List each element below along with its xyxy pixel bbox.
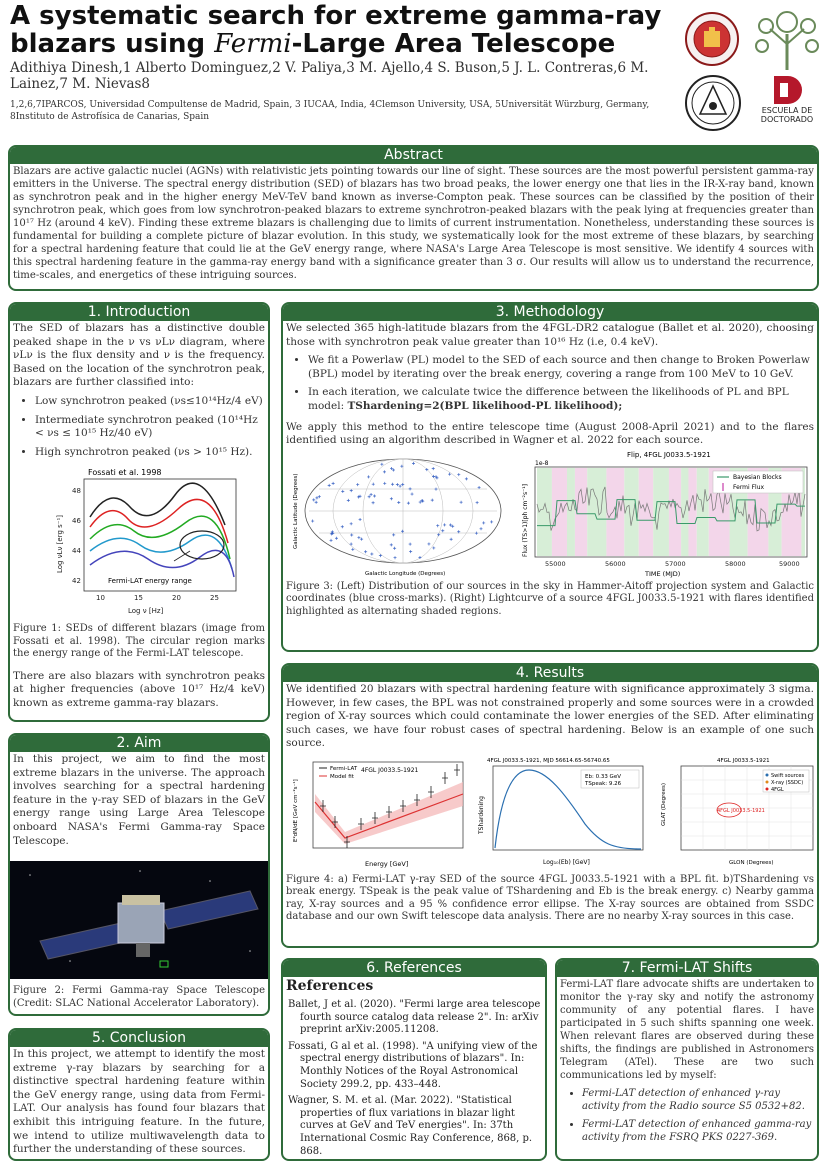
results-heading: 4. Results <box>283 665 817 682</box>
authors: Adithiya Dinesh,1 Alberto Dominguez,2 V. Paliya,3 M. Ajello,4 S. Buson,5 J. L. Contreras,6 M. Lainez,7 M. Nievas8 <box>10 60 649 92</box>
sed-legend-data: Fermi-LAT <box>330 765 358 772</box>
affiliations: 1,2,6,7IPARCOS, Universidad Compultense de Madrid, Spain, 3 IUCAA, India, 4Clemson University, USA, 5Universität Würzburg, Germany, 8Instituto de Astrofísica de Canarias, Spain <box>10 100 650 122</box>
sky-xlabel: Galactic Longitude (Degrees) <box>365 570 446 577</box>
list-item: • High synchrotron peaked (νs > 10¹⁵ Hz). <box>35 446 265 460</box>
sed-xlabel: Energy [GeV] <box>365 859 409 868</box>
fig1-label: Fossati et al. 1998 <box>88 468 162 478</box>
figure4-caption: Figure 4: a) Fermi-LAT γ-ray SED of the source 4FGL J0033.5-1921 with a BPL fit. b)TShardening vs break energy. TSpeak is the peak value of TShardening and Eb is the break energy. c) Nearby gamma ray, X-ray sources and a 95 % confidence error ellipse. The X-ray sources are obtained from SSDC database and our own Swift telescope data analysis. There are no nearby X-ray sources in this case. <box>286 873 814 923</box>
methodology-steps-list <box>308 354 814 413</box>
list-item: • We fit a Powerlaw (PL) model to the SED of each source and then change to Broken Powerlaw (BPL) model by iterating over the break energy, covering a range from 100 MeV to 10 GeV. <box>308 354 814 381</box>
conclusion-heading: 5. Conclusion <box>10 1030 268 1047</box>
methodology-text1: We selected 365 high-latitude blazars from the 4FGL-DR2 catalogue (Ballet et al. 2020), choosing those with synchrotron peak value greater than 10¹⁶ Hz (i.e, 0.4 keV). <box>286 322 814 348</box>
tick-label: 44 <box>72 547 81 556</box>
lc-legend-bb: Bayesian Blocks <box>733 473 782 481</box>
ts-legend-peak: TSpeak: 9.26 <box>585 780 622 787</box>
reference-item: Wagner, S. M. et al. (Mar. 2022). "Statistical properties of flux variations in blazar light curves at GeV and TeV energies". In: 37th International Cosmic Ray Conference, 868, p. 868. <box>288 1095 533 1157</box>
ts-legend-eb: Eb: 0.33 GeV <box>585 773 621 780</box>
introduction-section <box>8 302 270 722</box>
lc-scale: 1e-8 <box>535 459 549 467</box>
atel-item: Fermi-LAT detection of enhanced gamma-ray activity from the FSRQ PKS 0227-369. <box>582 1119 812 1143</box>
synchrotron-class-list <box>35 395 265 459</box>
shifts-section <box>555 958 819 1161</box>
ts-hardening-figure <box>473 754 649 870</box>
results-section <box>281 663 819 948</box>
university-seal-logo <box>684 10 740 68</box>
ts-title: 4FGL J0033.5-1921, MJD 56614.65-56740.65 <box>487 757 610 764</box>
introduction-text: The SED of blazars has a distinctive double peaked shape in the ν vs νLν diagram, where νLν is the flux density and ν is the frequency. Based on the location of the synchrotron peak, blazars are further classified into: <box>13 322 265 389</box>
sky-ylabel: Galactic Latitude (Degrees) <box>293 473 299 549</box>
reference-item: Fossati, G al et al. (1998). "A unifying view of the spectral energy distributions of blazars". In: Monthly Notices of the Royal Astronomical Society 299.2, pp. 433–448. <box>288 1040 538 1090</box>
aim-heading: 2. Aim <box>10 735 268 752</box>
ts-ylabel: TShardening <box>478 796 485 834</box>
title-pre: A systematic search for extreme gamma-ray blazars using <box>10 1 662 59</box>
list-item: • Intermediate synchrotron peaked (10¹⁴Hz < νs ≤ 10¹⁵ Hz/40 eV) <box>35 414 265 441</box>
tree-logo <box>752 4 822 72</box>
conclusion-section <box>8 1028 270 1161</box>
list-item <box>582 1087 814 1113</box>
tick-label: 25 <box>210 594 219 603</box>
xray-sources-figure <box>655 754 819 870</box>
methodology-text2: We apply this method to the entire telescope time (August 2008-April 2021) and to the flares identified using an algorithm described in Wagner et al. 2022 for each source. <box>286 420 814 447</box>
xr-ylabel: GLAT (Degrees) <box>661 782 667 826</box>
references-subheading: References <box>286 978 374 994</box>
xr-source-label: 4FGL J0033.5-1921 <box>717 807 765 814</box>
sed-legend-model: Model fit <box>330 773 354 780</box>
spacecraft-body <box>118 903 164 943</box>
abstract-heading: Abstract <box>10 147 817 164</box>
sed-ylabel: E²dN/dE [GeV cm⁻²s⁻¹] <box>293 779 299 842</box>
atel-item: Fermi-LAT detection of enhanced γ-ray activity from the Radio source S5 0532+82. <box>582 1088 805 1112</box>
tick-label: 55000 <box>545 559 566 568</box>
tick-label: 20 <box>172 594 181 603</box>
ts-formula: TShardening=2(BPL likelihood-PL likelihood); <box>347 399 623 412</box>
fermi-telescope-image <box>10 861 268 979</box>
tick-label: 56000 <box>605 559 626 568</box>
methodology-heading: 3. Methodology <box>283 304 817 321</box>
abstract-text: Blazars are active galactic nuclei (AGNs) with relativistic jets pointing towards our line of sight. These sources are the most powerful persistent gamma-ray emitters in the Universe. The spectral energy distribution (SED) of blazars has two broad peaks, the lower energy one that lies in the IR-X-ray band, known as synchrotron peak and in the higher energy MeV-TeV band known as inverse-Compton peak. These sources can be classified by the position of their synchrotron peak, which goes from low synchrotron-peaked blazars to extreme synchrotron-peaked blazars with the peak lying at frequencies greater than 10¹⁷ Hz (around 4 keV). Finding these extreme blazars is challenging due to limits of current instrumentation. Nonetheless, understanding these sources is fundamental for building a complete picture of blazar evolution. In this study, we systematically look for the most extreme of these blazars, by searching for a spectral hardening feature that could lie at the GeV energy range, where NASA's Large Area Telescope is most sensitive. We identify 4 sources with this spectral hardening feature in the gamma-ray energy band with a significance greater than 3 σ. Our results will allow us to understand the recurrence, time-scales, and energetics of these intriguing sources. <box>13 166 814 281</box>
tick-label: 59000 <box>779 559 800 568</box>
ts-xlabel: Log₁₀(Eb) [GeV] <box>543 858 590 866</box>
lc-legend-flux: Fermi Flux <box>733 483 765 491</box>
tick-label: 46 <box>72 517 81 526</box>
fig1-note: Fermi-LAT energy range <box>108 577 192 586</box>
sed-title: 4FGL J0033.5-1921 <box>361 766 419 774</box>
lc-title: Flip, 4FGL J0033.5-1921 <box>627 450 711 459</box>
atel-list <box>582 1087 814 1144</box>
tick-label: 48 <box>72 487 81 496</box>
aim-section <box>8 733 270 1016</box>
flare-shade <box>688 468 696 556</box>
shifts-text: Fermi-LAT flare advocate shifts are undertaken to monitor the γ-ray sky and notify the astronomy community of any potential flares. I have participated in 5 such shifts spanning one week. When relevant flares are observed during these shifts, the findings are published in Astronomers Telegram (ATel). These are two such communications led by myself: <box>560 979 814 1081</box>
xr-legend-ssdc: X-ray (SSDC) <box>771 779 804 786</box>
references-heading: 6. References <box>283 960 545 977</box>
flare-shade <box>669 468 681 556</box>
fossati-sed-figure <box>10 465 268 617</box>
abstract-section <box>8 145 819 291</box>
introduction-text2: There are also blazars with synchrotron peaks at higher frequencies (above 10¹⁷ Hz/4 keV) known as extreme gamma-ray blazars. <box>13 669 265 710</box>
lightcurve-figure <box>517 449 817 581</box>
xr-legend-4fgl: 4FGL <box>771 786 784 793</box>
xr-legend-swift: Swift sources <box>771 772 805 779</box>
results-text: We identified 20 blazars with spectral hardening feature with significance approximately 3 sigma. However, in few cases, the BPL was not constrained properly and some sources were in a crowded region of X-ray sources which could contaminate the lower energies of the SED. After eliminating such cases, we have four robust cases of spectral hardening. Below is an example of one such source. <box>286 683 814 750</box>
shifts-heading: 7. Fermi-LAT Shifts <box>557 960 817 977</box>
escuela-logo-text: ESCUELA DE DOCTORADO <box>760 106 814 124</box>
tick-label: 42 <box>72 577 81 586</box>
aim-text: In this project, we aim to find the most extreme blazars in the universe. The approach involves searching for a spectral hardening feature in the γ-ray SED of blazars in the GeV energy range using Large Area Telescope onboard NASA's Fermi Gamma-ray Space Telescope. <box>13 753 265 847</box>
flare-shade <box>587 468 606 556</box>
poster-title <box>10 2 680 58</box>
tick-label: 15 <box>134 594 143 603</box>
tick-label: 58000 <box>725 559 746 568</box>
sky-map-figure <box>285 449 513 581</box>
list-item <box>308 386 814 413</box>
title-post: -Large Area Telescope <box>291 29 616 59</box>
flare-shade <box>639 468 653 556</box>
list-item-text: In each iteration, we calculate twice the difference between the likelihoods of PL and BPL model: <box>308 386 789 412</box>
reference-item: Ballet, J et al. (2020). "Fermi large area telescope fourth source catalog data release 2". In: arXiv preprint arXiv:2005.11208. <box>288 999 541 1036</box>
escuela-mark-icon <box>752 74 822 106</box>
tick-label: 10 <box>96 594 105 603</box>
title-italic: Fermi <box>214 29 292 59</box>
fig1-ylabel: Log νLν [erg s⁻¹] <box>56 515 64 574</box>
xr-xlabel: GLON (Degrees) <box>729 859 774 866</box>
methodology-section <box>281 302 819 652</box>
list-item: • Low synchrotron peaked (νs≤10¹⁴Hz/4 eV) <box>35 395 265 409</box>
conclusion-text: In this project, we attempt to identify the most extreme γ-ray blazars by searching for a distinctive spectral hardening feature within the GeV energy range, using data from Fermi-LAT. Our analysis has found four blazars that exhibit this intriguing feature. In the future, we intend to utilize multiwavelength data to further the understanding of these sources. <box>13 1048 265 1156</box>
sed-bpl-figure <box>285 754 469 870</box>
lc-ylabel: Flux (TS>1)[ph cm⁻²s⁻¹] <box>522 483 529 557</box>
references-section <box>281 958 547 1161</box>
list-item <box>582 1118 814 1144</box>
figure3-caption: Figure 3: (Left) Distribution of our sources in the sky in Hammer-Aitoff projection system and Galactic coordinates (blue cross-marks). (Right) Lightcurve of a source 4FGL J0033.5-1921 with flares identified highlighted as alternating shaded regions. <box>286 580 814 617</box>
escuela-doctorado-logo <box>752 74 822 134</box>
figure1-caption: Figure 1: SEDs of different blazars (image from Fossati et al. 1998). The circular region marks the energy range of the Fermi-LAT telescope. <box>13 623 265 660</box>
observatory-logo <box>684 74 742 132</box>
lc-xlabel: TIME (MJD) <box>645 569 681 578</box>
figure2-caption: Figure 2: Fermi Gamma-ray Space Telescope (Credit: SLAC National Accelerator Laboratory). <box>13 985 265 1009</box>
flare-shade <box>567 468 575 556</box>
fig1-xlabel: Log ν [Hz] <box>128 607 164 616</box>
tick-label: 57000 <box>665 559 686 568</box>
introduction-heading: 1. Introduction <box>10 304 268 321</box>
xr-title: 4FGL J0033.5-1921 <box>717 757 770 764</box>
